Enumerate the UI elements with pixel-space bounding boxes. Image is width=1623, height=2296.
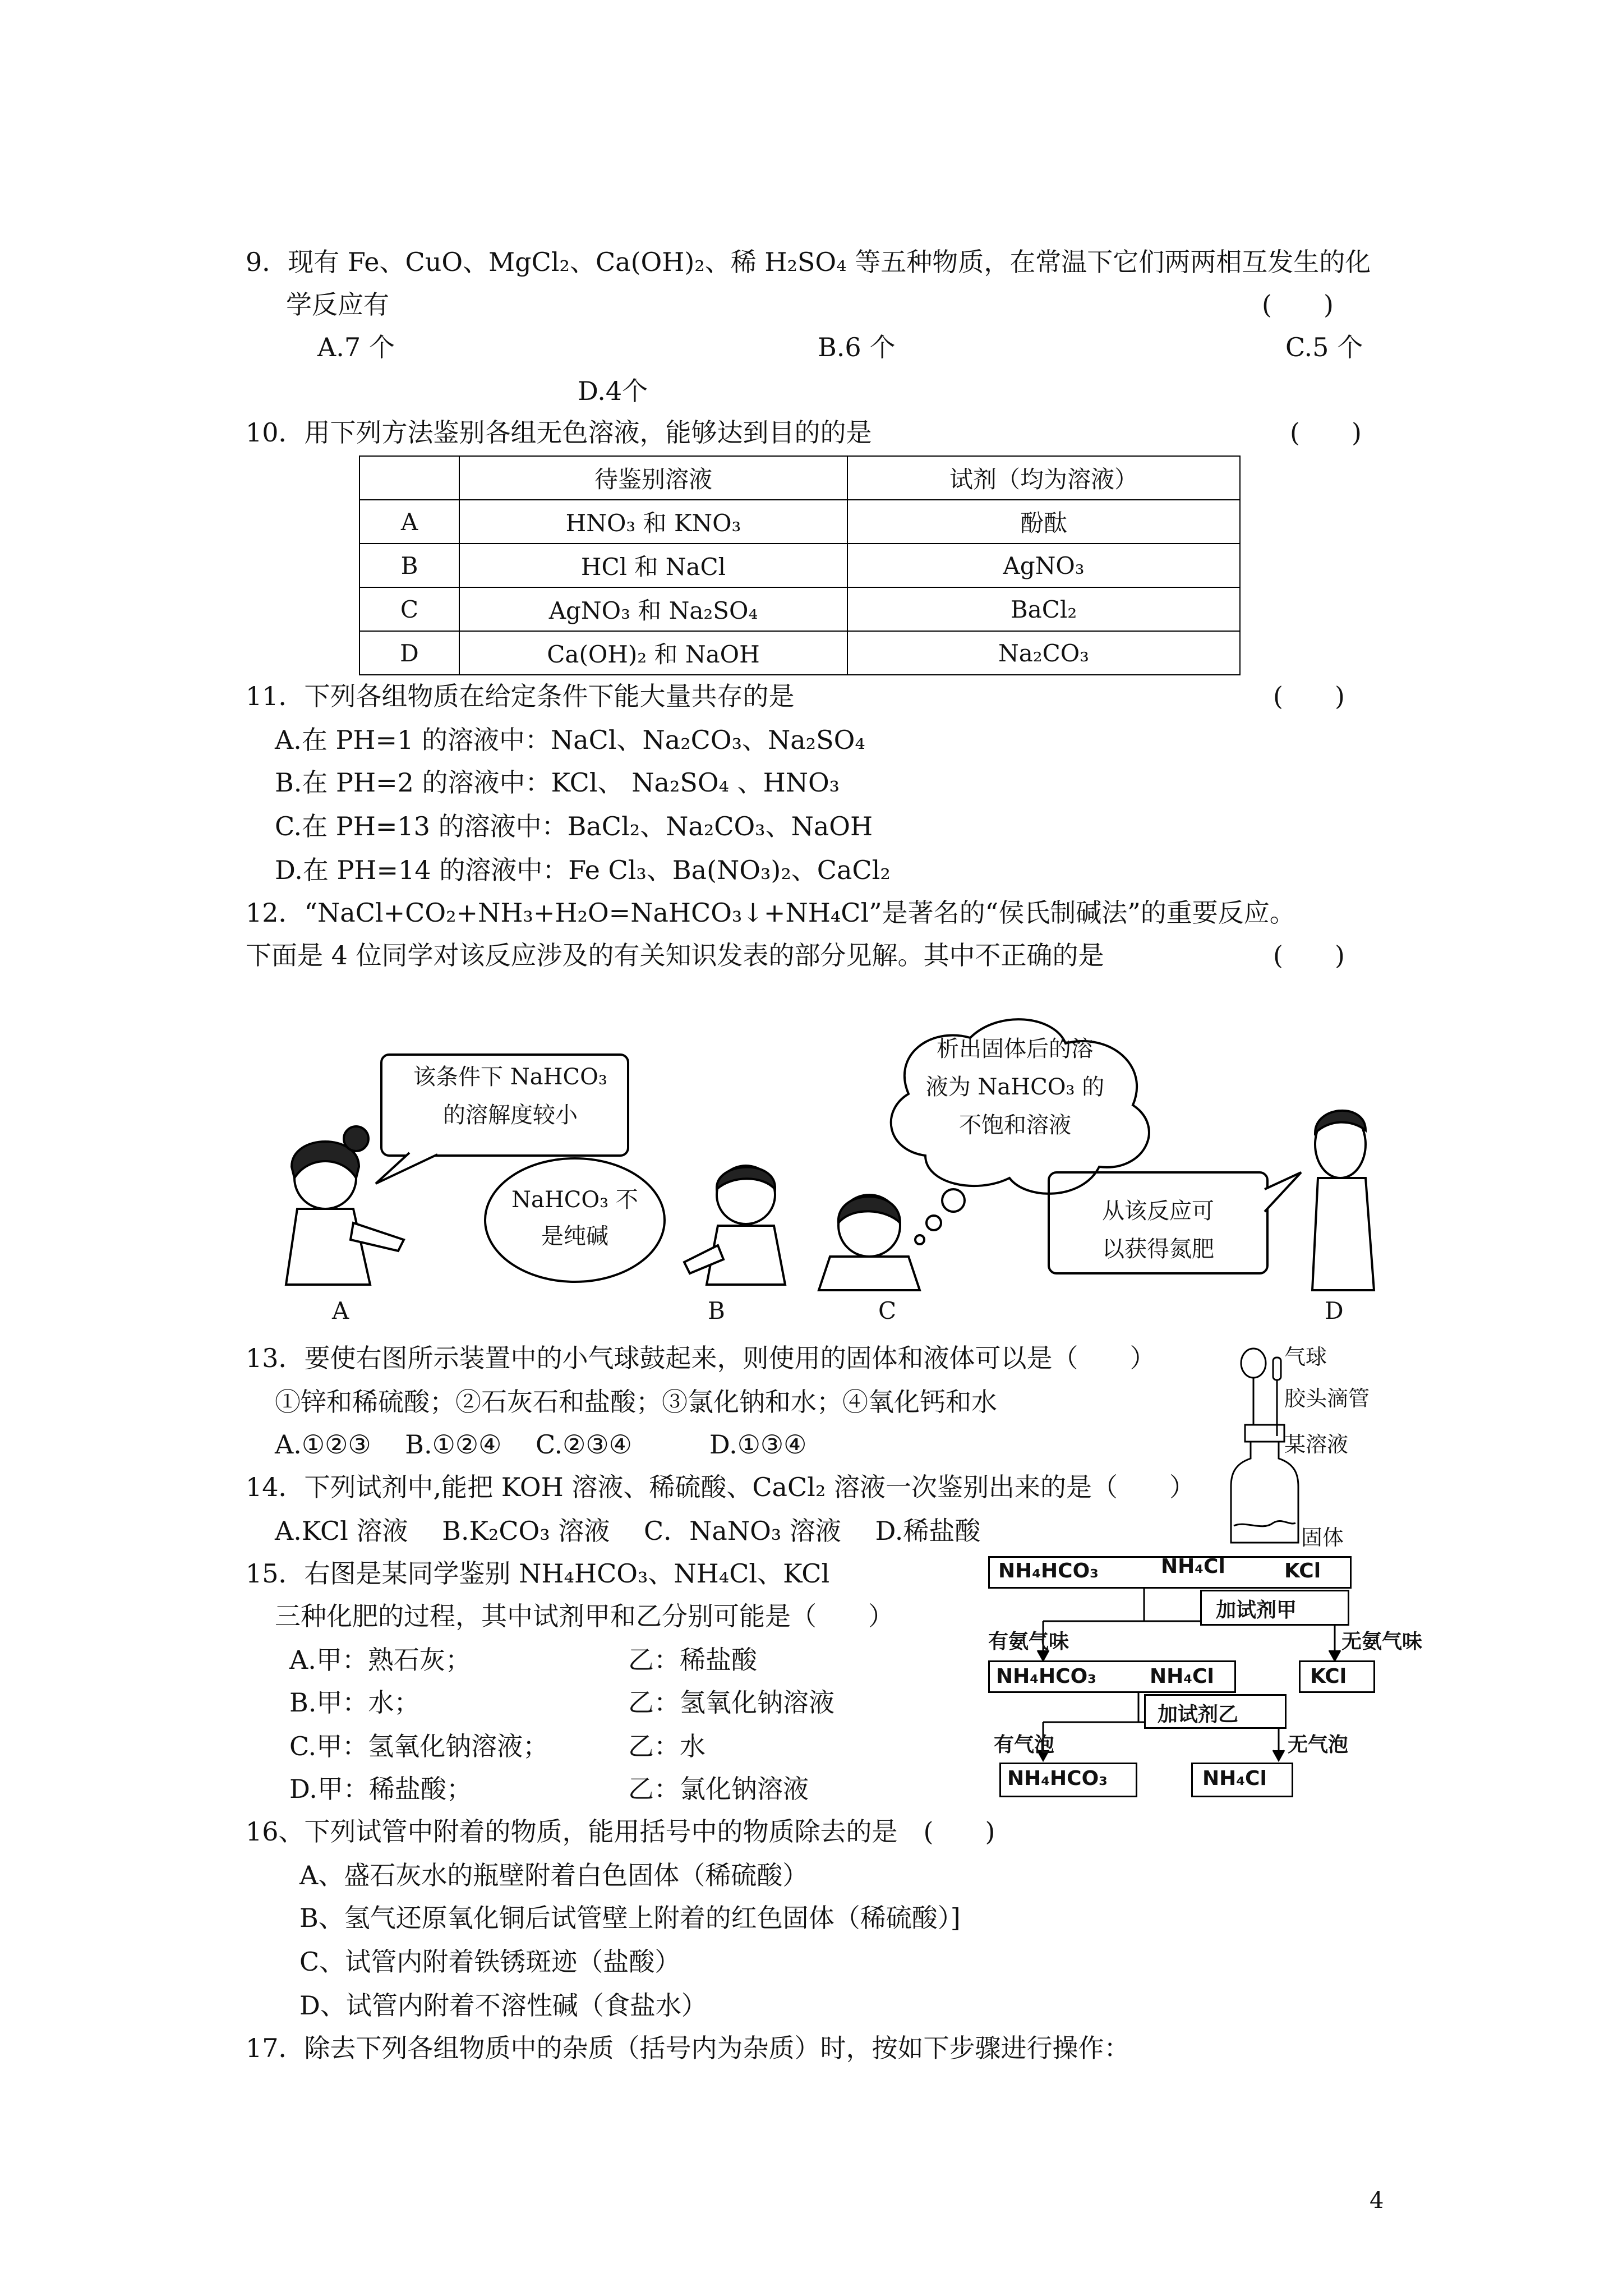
flow-step1-label: 加试剂甲 [1216,1599,1297,1622]
table-cell: HCl 和 NaCl [459,544,847,587]
q15-option-c-part2: 乙：水 [628,1731,706,1761]
bubble-a-text-1: 该条件下 NaHCO₃ [413,1064,607,1090]
flow-bottom-item-2: NH₄Cl [1202,1767,1267,1790]
q9-option-c: C.5 个 [1285,332,1363,362]
table-cell: BaCl₂ [847,587,1240,631]
table-cell: B [359,544,459,587]
q11-stem: 11．下列各组物质在给定条件下能大量共存的是 [246,681,795,711]
q16-option-d: D、试管内附着不溶性碱（食盐水） [299,1990,707,2021]
flow-bubble-no-label: 无气泡 [1288,1733,1349,1756]
q11-option-d: D.在 PH=14 的溶液中：Fe Cl₃、Ba(NO₃)₂、CaCl₂ [275,855,891,885]
q9-option-a: A.7 个 [317,332,395,362]
student-d-figure [1312,1111,1374,1290]
bubble-c-text-3: 不饱和溶液 [959,1112,1071,1138]
student-b-label: B [708,1297,725,1324]
flow-bottom-item-1: NH₄HCO₃ [1007,1767,1108,1790]
table-cell: D [359,631,459,675]
q12-stem-line1: 12．“NaCl+CO₂+NH₃+H₂O=NaHCO₃↓+NH₄Cl”是著名的“侯氏制碱法”的重要反应。 [246,898,1295,928]
dropper-label: 胶头滴管 [1284,1386,1370,1411]
table-cell: Na₂CO₃ [847,631,1240,675]
q9-stem-line2: 学反应有 [286,289,389,320]
bubble-a-text-2: 的溶解度较小 [443,1102,578,1128]
q9-stem-line1: 9．现有 Fe、CuO、MgCl₂、Ca(OH)₂、稀 H₂SO₄ 等五种物质，在常温下它们两两相互发生的化 [246,247,1371,277]
q14-options: A.KCl 溶液 B.K₂CO₃ 溶液 C．NaNO₃ 溶液 D.稀盐酸 [275,1516,981,1546]
table-cell: Ca(OH)₂ 和 NaOH [459,631,847,675]
flow-mid-item-2: NH₄Cl [1150,1665,1214,1688]
q15-option-b-part2: 乙：氢氧化钠溶液 [628,1687,834,1718]
q15-option-d-part2: 乙：氯化钠溶液 [628,1774,809,1804]
q15-option-a-part2: 乙：稀盐酸 [628,1645,757,1675]
student-c-figure [819,1195,920,1290]
q12-stem-line2: 下面是 4 位同学对该反应涉及的有关知识发表的部分见解。其中不正确的是 [246,940,1104,970]
thought-dot-large [942,1189,965,1212]
flow-mid-right-item: KCl [1310,1665,1347,1688]
stopper [1245,1425,1284,1442]
table-cell: AgNO₃ [847,544,1240,587]
table-cell: AgNO₃ 和 Na₂SO₄ [459,587,847,631]
q15-option-b-part1: B.甲：水； [289,1687,420,1718]
dropper-bulb [1273,1358,1281,1380]
q9-option-d: D.4个 [578,376,648,406]
student-d-label: D [1325,1297,1344,1324]
q16-option-a: A、盛石灰水的瓶壁附着白色固体（稀硫酸） [299,1860,809,1890]
bubble-b-text-2: 是纯碱 [541,1223,608,1249]
table-cell: C [359,587,459,631]
bubble-b-text-1: NaHCO₃ 不 [511,1187,638,1213]
q16-option-b: B、氢气还原氧化铜后试管壁上附着的红色固体（稀硫酸）] [299,1903,961,1933]
flow-step2-label: 加试剂乙 [1158,1703,1239,1726]
table-row [359,631,1240,675]
q15-option-c-part1: C.甲：氢氧化钠溶液； [289,1731,549,1761]
q11-option-c: C.在 PH=13 的溶液中：BaCl₂、Na₂CO₃、NaOH [275,811,873,841]
thought-dot-small [915,1235,924,1244]
bubble-c-text-2: 液为 NaHCO₃ 的 [925,1074,1105,1100]
table-row [359,500,1240,544]
flow-right-branch-label: 无氨气味 [1341,1630,1423,1653]
q15-option-d-part1: D.甲：稀盐酸； [289,1774,472,1804]
q10-stem: 10．用下列方法鉴别各组无色溶液，能够达到目的的是 [246,417,872,448]
q11-option-b: B.在 PH=2 的溶液中：KCl、 Na₂SO₄ 、HNO₃ [275,767,840,798]
solid-label: 固体 [1301,1525,1344,1550]
flow-top-item-3: KCl [1284,1559,1321,1582]
table-header-cell [359,456,459,500]
table-header-cell: 待鉴别溶液 [459,456,847,500]
q11-option-a: A.在 PH=1 的溶液中：NaCl、Na₂CO₃、Na₂SO₄ [275,725,865,755]
table-cell: A [359,500,459,544]
q13-stem: 13．要使右图所示装置中的小气球鼓起来，则使用的固体和液体可以是（ ） [246,1343,1156,1373]
q9-answer-bracket: ( ) [1262,289,1334,320]
balloon-label: 气球 [1284,1345,1327,1369]
q15-stem-line1: 15．右图是某同学鉴别 NH₄HCO₃、NH₄Cl、KCl [246,1558,830,1589]
bubble-d-text-1: 从该反应可 [1102,1198,1214,1224]
flow-mid-item-1: NH₄HCO₃ [996,1665,1096,1688]
table-row [359,544,1240,587]
student-c-label: C [878,1297,897,1324]
bubble-d-tail [1265,1172,1301,1212]
thought-dot-medium [926,1216,941,1230]
bubble-d-text-2: 以获得氮肥 [1102,1236,1214,1262]
flow-top-item-2: NH₄Cl [1161,1555,1225,1578]
q12-answer-bracket: ( ) [1273,940,1345,970]
table-cell: 酚酞 [847,500,1240,544]
balloon-icon [1241,1349,1266,1378]
q9-option-b: B.6 个 [818,332,896,362]
flow-left-branch-label: 有氨气味 [988,1630,1069,1653]
table-row [359,587,1240,631]
q10-answer-bracket: ( ) [1290,417,1362,448]
q17-stem: 17．除去下列各组物质中的杂质（括号内为杂质）时，按如下步骤进行操作： [246,2033,1130,2063]
page-number: 4 [1370,2188,1384,2214]
q13-options: A.①②③ B.①②④ C.②③④ D.①③④ [275,1429,807,1460]
q11-answer-bracket: ( ) [1273,681,1345,711]
solution-label: 某溶液 [1284,1432,1349,1457]
q13-items: ①锌和稀硫酸；②石灰石和盐酸；③氯化钠和水；④氧化钙和水 [275,1387,997,1417]
q16-option-c: C、试管内附着铁锈斑迹（盐酸） [299,1947,681,1977]
student-a-label: A [332,1297,349,1324]
q15-stem-line2: 三种化肥的过程，其中试剂甲和乙分别可能是（ ） [275,1601,894,1631]
table-cell: HNO₃ 和 KNO₃ [459,500,847,544]
student-b-figure [684,1166,785,1285]
q10-table [359,455,1241,675]
table-header-cell: 试剂（均为溶液） [847,456,1240,500]
flow-top-item-1: NH₄HCO₃ [998,1559,1099,1582]
q14-stem: 14．下列试剂中,能把 KOH 溶液、稀硫酸、CaCl₂ 溶液一次鉴别出来的是（ ） [246,1472,1195,1502]
bubble-a-tail [376,1153,437,1184]
bubble-c-text-1: 析出固体后的溶 [937,1036,1094,1062]
table-header-row [359,456,1240,500]
student-a-figure [286,1126,404,1285]
solid-layer [1234,1521,1295,1526]
q15-option-a-part1: A.甲：熟石灰； [289,1645,471,1675]
flow-bubble-yes-label: 有气泡 [994,1733,1055,1756]
q16-stem: 16、下列试管中附着的物质，能用括号中的物质除去的是 ( ) [246,1816,995,1847]
